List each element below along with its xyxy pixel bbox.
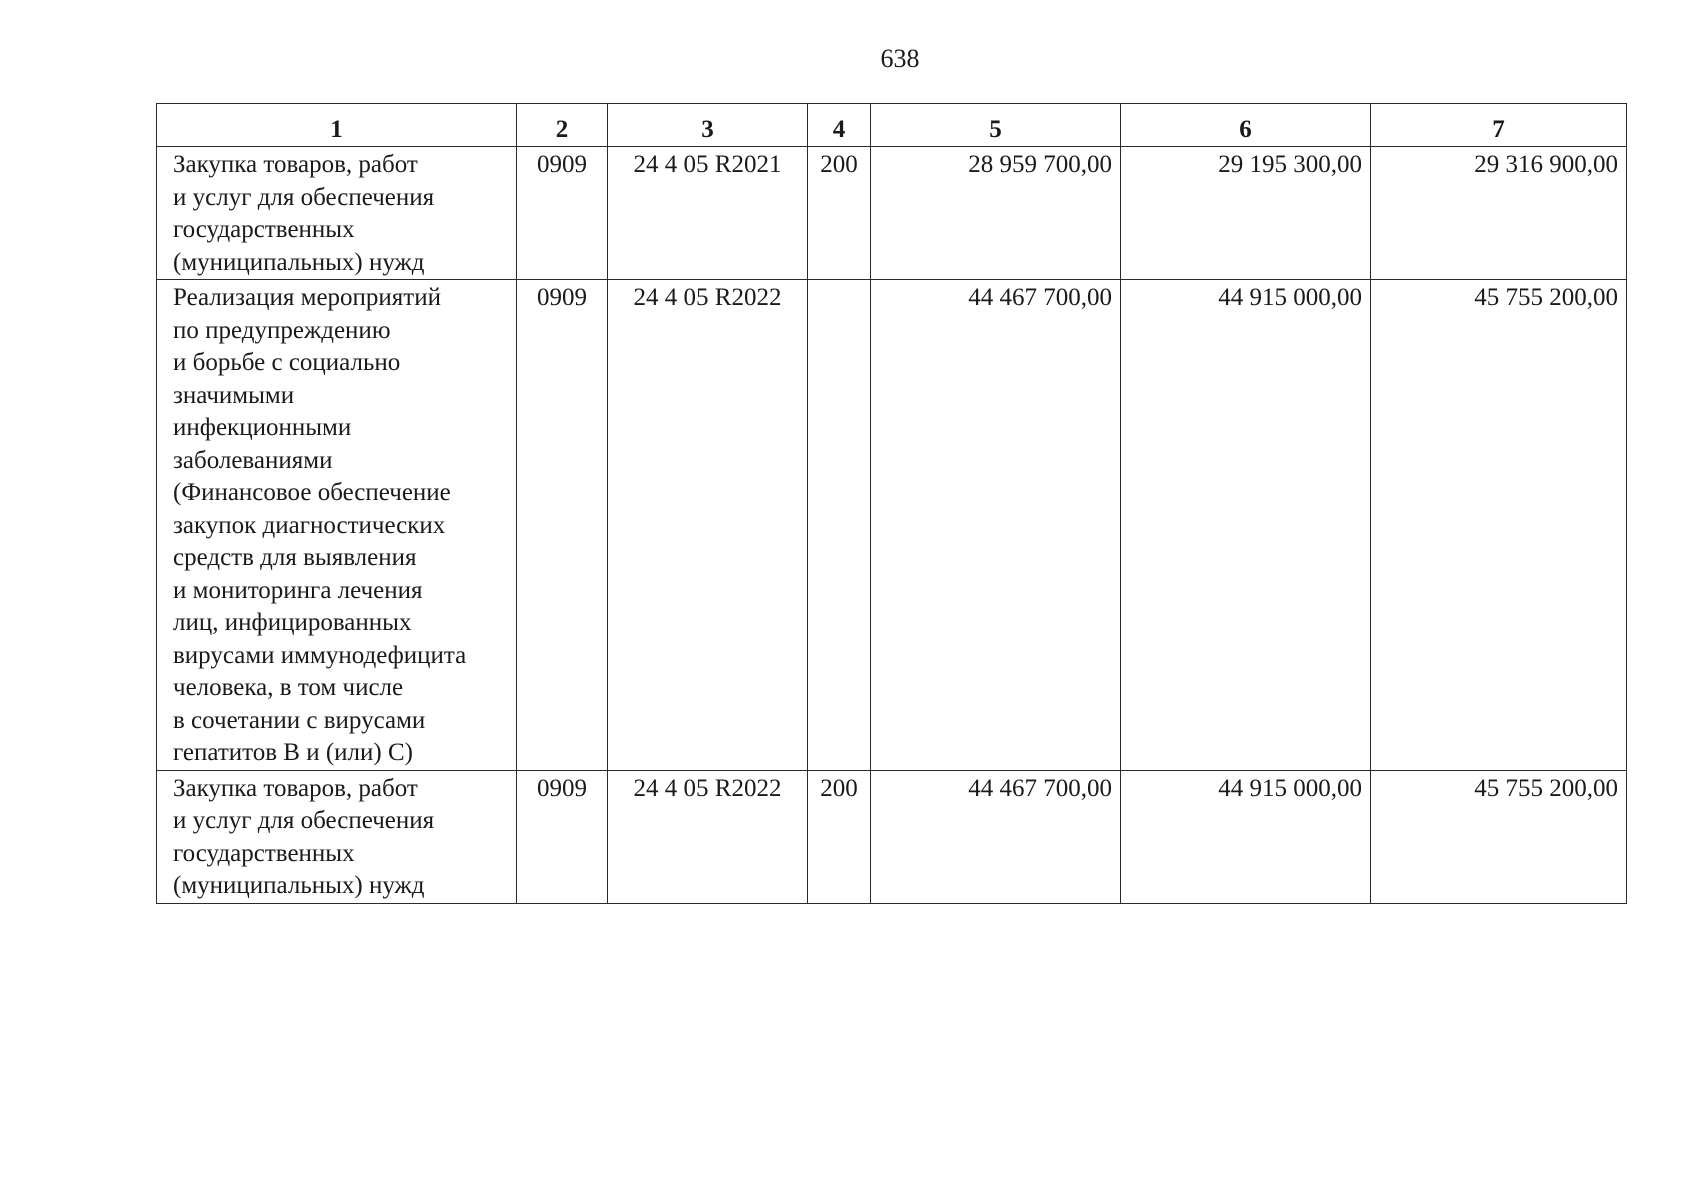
- amount-year-3-cell: 45 755 200,00: [1371, 770, 1627, 903]
- section-code-cell: 0909: [517, 280, 608, 771]
- page-number: 638: [880, 44, 920, 73]
- amount-year-1-cell: 44 467 700,00: [871, 770, 1121, 903]
- row-name-cell: Реализация мероприятий по предупреждению и борьбе с социально значимыми инфекционными заболеваниями (Финансовое обеспечение закупок диагностических средств для выявления и мониторинга лечения лиц, инфицированных вирусами иммунодефицита человека, в том числе в сочетании с вирусами гепатитов В и (или) С): [157, 280, 517, 771]
- amount-year-2-cell: 44 915 000,00: [1121, 280, 1371, 771]
- table-row: [157, 770, 1627, 903]
- section-code-cell: 0909: [517, 770, 608, 903]
- column-header: 7: [1371, 104, 1627, 147]
- table-header-row: [157, 104, 1627, 147]
- section-code-cell: 0909: [517, 147, 608, 280]
- target-code-cell: 24 4 05 R2022: [608, 770, 808, 903]
- expense-type-cell: 200: [808, 147, 871, 280]
- amount-year-2-cell: 29 195 300,00: [1121, 147, 1371, 280]
- table-row: [157, 280, 1627, 771]
- budget-table: [156, 103, 1627, 904]
- column-header: 3: [608, 104, 808, 147]
- column-header: 6: [1121, 104, 1371, 147]
- amount-year-1-cell: 28 959 700,00: [871, 147, 1121, 280]
- target-code-cell: 24 4 05 R2021: [608, 147, 808, 280]
- row-name-cell: Закупка товаров, работ и услуг для обеспечения государственных (муниципальных) нужд: [157, 770, 517, 903]
- table-row: [157, 147, 1627, 280]
- amount-year-1-cell: 44 467 700,00: [871, 280, 1121, 771]
- row-name-cell: Закупка товаров, работ и услуг для обеспечения государственных (муниципальных) нужд: [157, 147, 517, 280]
- expense-type-cell: [808, 280, 871, 771]
- column-header: 5: [871, 104, 1121, 147]
- expense-type-cell: 200: [808, 770, 871, 903]
- amount-year-3-cell: 29 316 900,00: [1371, 147, 1627, 280]
- amount-year-3-cell: 45 755 200,00: [1371, 280, 1627, 771]
- column-header: 2: [517, 104, 608, 147]
- target-code-cell: 24 4 05 R2022: [608, 280, 808, 771]
- column-header: 1: [157, 104, 517, 147]
- amount-year-2-cell: 44 915 000,00: [1121, 770, 1371, 903]
- column-header: 4: [808, 104, 871, 147]
